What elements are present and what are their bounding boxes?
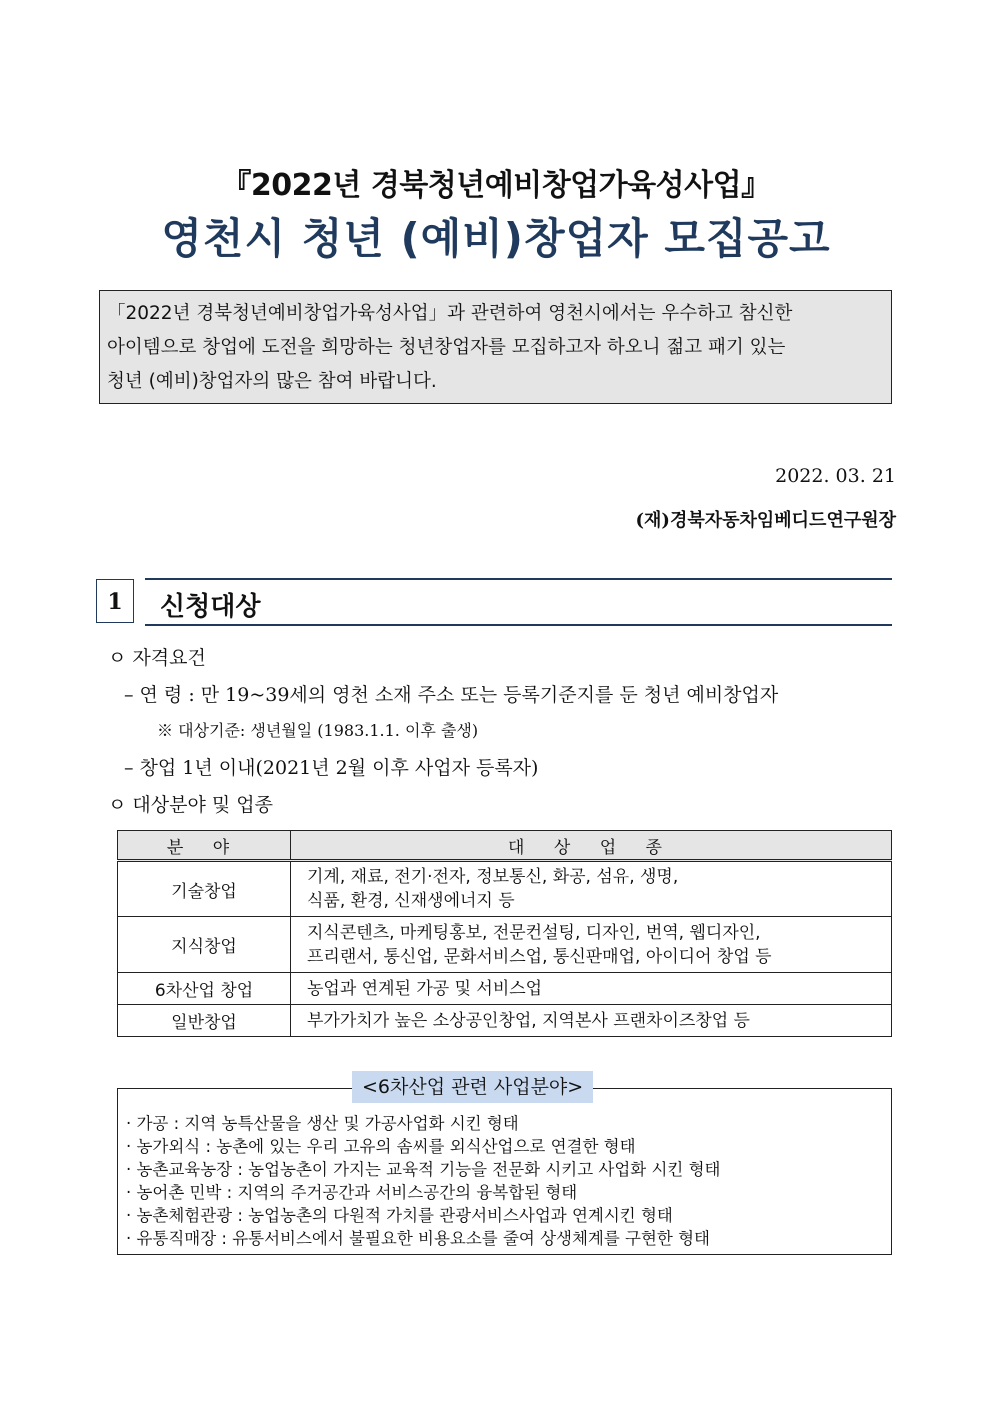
field-category: 일반창업: [118, 1005, 291, 1037]
issuing-organization: (재)경북자동차임베디드연구원장: [635, 510, 896, 531]
intro-line: 아이템으로 창업에 도전을 희망하는 청년창업자를 모집하고자 하오니 젊고 패기 있는: [107, 337, 786, 358]
field-industries: [291, 861, 892, 917]
list-item: · 유통직매장 : 유통서비스에서 불필요한 비용요소를 줄여 상생체계를 구현한 형태: [126, 1229, 710, 1248]
notice-date: 2022. 03. 21: [775, 465, 896, 487]
field-category: 지식창업: [118, 917, 291, 973]
field-category: 기술창업: [118, 861, 291, 917]
industries-line: 지식콘텐츠, 마케팅홍보, 전문컨설팅, 디자인, 번역, 웹디자인,: [307, 922, 761, 943]
field-category: 6차산업 창업: [118, 973, 291, 1005]
section-title: 신청대상: [160, 592, 261, 622]
notice-title-line1: 『2022년 경북청년예비창업가육성사업』: [221, 168, 771, 203]
intro-line: 「2022년 경북청년예비창업가육성사업」과 관련하여 영천시에서는 우수하고 참신한: [107, 303, 793, 324]
table-header-field: 분 야: [118, 831, 291, 861]
startup-period-requirement: – 창업 1년 이내(2021년 2월 이후 사업자 등록자): [124, 757, 539, 779]
list-item: · 농가외식 : 농촌에 있는 우리 고유의 솜씨를 외식산업으로 연결한 형태: [126, 1137, 636, 1156]
fields-heading: ㅇ 대상분야 및 업종: [108, 794, 273, 816]
table-row: [118, 1005, 892, 1037]
table-row: [118, 973, 892, 1005]
age-requirement: – 연 령 : 만 19~39세의 영천 소재 주소 또는 등록기준지를 둔 청년 예비창업자: [124, 684, 779, 706]
industries-line: 프리랜서, 통신업, 문화서비스업, 통신판매업, 아이디어 창업 등: [307, 946, 772, 967]
list-item: · 농어촌 민박 : 지역의 주거공간과 서비스공간의 융복합된 형태: [126, 1183, 578, 1202]
intro-line: 청년 (예비)창업자의 많은 참여 바랍니다.: [107, 371, 437, 392]
industries-line: 기계, 재료, 전기·전자, 정보통신, 화공, 섬유, 생명,: [307, 867, 679, 887]
list-item: · 농촌교육농장 : 농업농촌이 가지는 교육적 기능을 전문화 시키고 사업화 시킨 형태: [126, 1160, 721, 1179]
table-row: [118, 917, 892, 973]
qualification-heading: ㅇ 자격요건: [108, 647, 206, 669]
age-basis-note: ※ 대상기준: 생년월일 (1983.1.1. 이후 출생): [157, 721, 479, 740]
field-industries: 부가가치가 높은 소상공인창업, 지역본사 프랜차이즈창업 등: [291, 1005, 892, 1037]
target-fields-table: [117, 830, 892, 1037]
list-item: · 농촌체험관광 : 농업농촌의 다원적 가치를 관광서비스사업과 연계시킨 형태: [126, 1206, 673, 1225]
field-industries: 농업과 연계된 가공 및 서비스업: [291, 973, 892, 1005]
table-row: [118, 861, 892, 917]
section-number: 1: [96, 579, 134, 623]
notice-title-line2: 영천시 청년 (예비)창업자 모집공고: [161, 214, 831, 263]
industries-line: 식품, 환경, 신재생에너지 등: [307, 891, 515, 911]
intro-box: [99, 290, 892, 404]
sixth-industry-list: [126, 1112, 720, 1250]
table-header-industries: 대 상 업 종: [291, 831, 892, 861]
field-industries: [291, 917, 892, 973]
sixth-industry-title: <6차산업 관련 사업분야>: [352, 1071, 593, 1103]
list-item: · 가공 : 지역 농특산물을 생산 및 가공사업화 시킨 형태: [126, 1114, 519, 1133]
